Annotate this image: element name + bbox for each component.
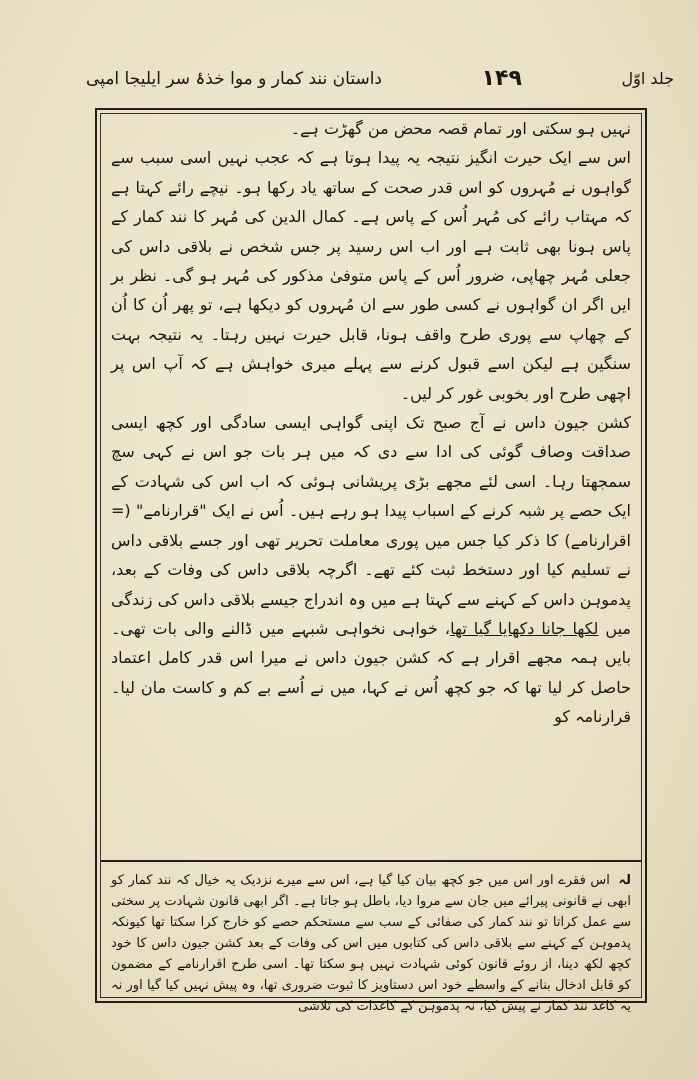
volume-label: جلد اوّل xyxy=(621,68,674,88)
paragraph-3 xyxy=(111,408,631,731)
footnote-marker: لہ xyxy=(618,873,631,888)
text-frame xyxy=(95,108,647,1014)
paragraph-3-start: کشن جیون داس نے آج صبح تک اپنی گواہی ایسی سادگی اور کچھ ایسی صداقت وصاف گوئی کی ادا سے دی کہ میں ہر بات جو اس نے کہی سچ سمجھتا رہا۔ اسی لئے مجھے بڑی پریشانی ہوئی کہ اب اس کی شہادت کے ایک حصے پر شبہ کرنے کے اسباب پیدا ہو رہے ہیں۔ اُس نے ایک "قرارنامے" (= اقرارنامے) کا ذکر کیا جس میں پوری معاملت تحریر تھی اور جسے بلاقی داس نے تسلیم کیا اور دستخط ثبت کئے تھے۔ اگرچہ بلاقی داس کی وفات کے بعد، پدموہن داس کے کہنے سے کہتا ہے میں وہ اندراج جیسے بلاقی داس کی زندگی میں xyxy=(111,413,632,638)
paragraph-3-end: ، خواہی نخواہی شبہے میں ڈالنے والی بات تھی۔ بایں ہمہ مجھے اقرار ہے کہ کشن جیون داس نے میرا اس قدر کامل اعتماد حاصل کر لیا تھا کہ جو کچھ اُس نے کہا، میں نے اُسے بے کم و کاست مان لیا۔ قرارنامہ کو xyxy=(111,618,631,727)
paragraph-2: اس سے ایک حیرت انگیز نتیجہ یہ پیدا ہوتا ہے کہ عجب نہیں اسی سبب سے گواہوں نے مُہروں کو اس قدر صحت کے ساتھ یاد رکھا ہو۔ نیچے رائے کہتا ہے کہ مہتاب رائے کی مُہر اُس کے پاس ہے۔ کمال الدین کی مُہر کا نند کمار کے پاس ہونا بھی ثابت ہے اور اب اس رسید پر جس شخص نے بلاقی داس کی جعلی مُہر چھاپی، ضرور اُس کے پاس متوفیٰ مذکور کی مُہر ہو گی۔ نظر بر ایں اگر ان گواہوں نے کسی طور سے ان مُہروں کو دیکھا ہے، تو پھر اُن کا اُن کے چھاپ سے پوری طرح واقف ہونا، قابل حیرت نہیں رہتا۔ یہ نتیجہ بہت سنگین ہے لیکن اسے قبول کرنے سے پہلے میری خواہش ہے کہ آپ اس پر اچھی طرح اور بخوبی غور کر لیں۔ xyxy=(111,148,631,403)
main-text xyxy=(111,114,631,854)
running-title: داستان نند کمار و موا خذۂ سر ایلیجا امپی xyxy=(86,68,383,89)
page-number: ۱۴۹ xyxy=(481,65,522,91)
paragraph-1: نہیں ہو سکتی اور تمام قصہ محض من گھڑت ہے۔ xyxy=(290,119,631,138)
page-header xyxy=(86,58,674,98)
footnote-body: اس فقرے اور اس میں جو کچھ بیان کیا گیا ہے، اس سے میرے نزدیک یہ خیال کہ نند کمار کو ابھی نے قانونی پیرائے میں جان سے مروا دیا، باطل ہو جاتا ہے۔ اگر ابھی قانون شہادت پر سختی سے عمل کراتا تو نند کمار کی صفائی کے سب سے مستحکم حصے کو خارج کرا سکتا تھا کیونکہ پدموہن کے کہنے سے بلاقی داس کی کتابوں میں اس کی وفات کے بعد کشن جیون داس کا خود کچھ لکھ دینا، از روئے قانون کوئی شہادت نہیں ہو سکتا تھا۔ اسی طرح اقرارنامے کے مضمون کو قابل ادخال بنانے کے واسطے خود اس دستاویز کا ثبوت ضروری تھا، وہ پیش نہیں کیا گیا اور نہ یہ کاغذ نند کمار نے پیش کیا، نہ پدموہن کے کاغذات کی تلاشی xyxy=(111,873,631,1014)
footnote xyxy=(111,870,631,1014)
underlined-phrase: لکھا جانا دکھایا گیا تھا xyxy=(450,618,599,638)
footnote-divider xyxy=(101,860,641,862)
